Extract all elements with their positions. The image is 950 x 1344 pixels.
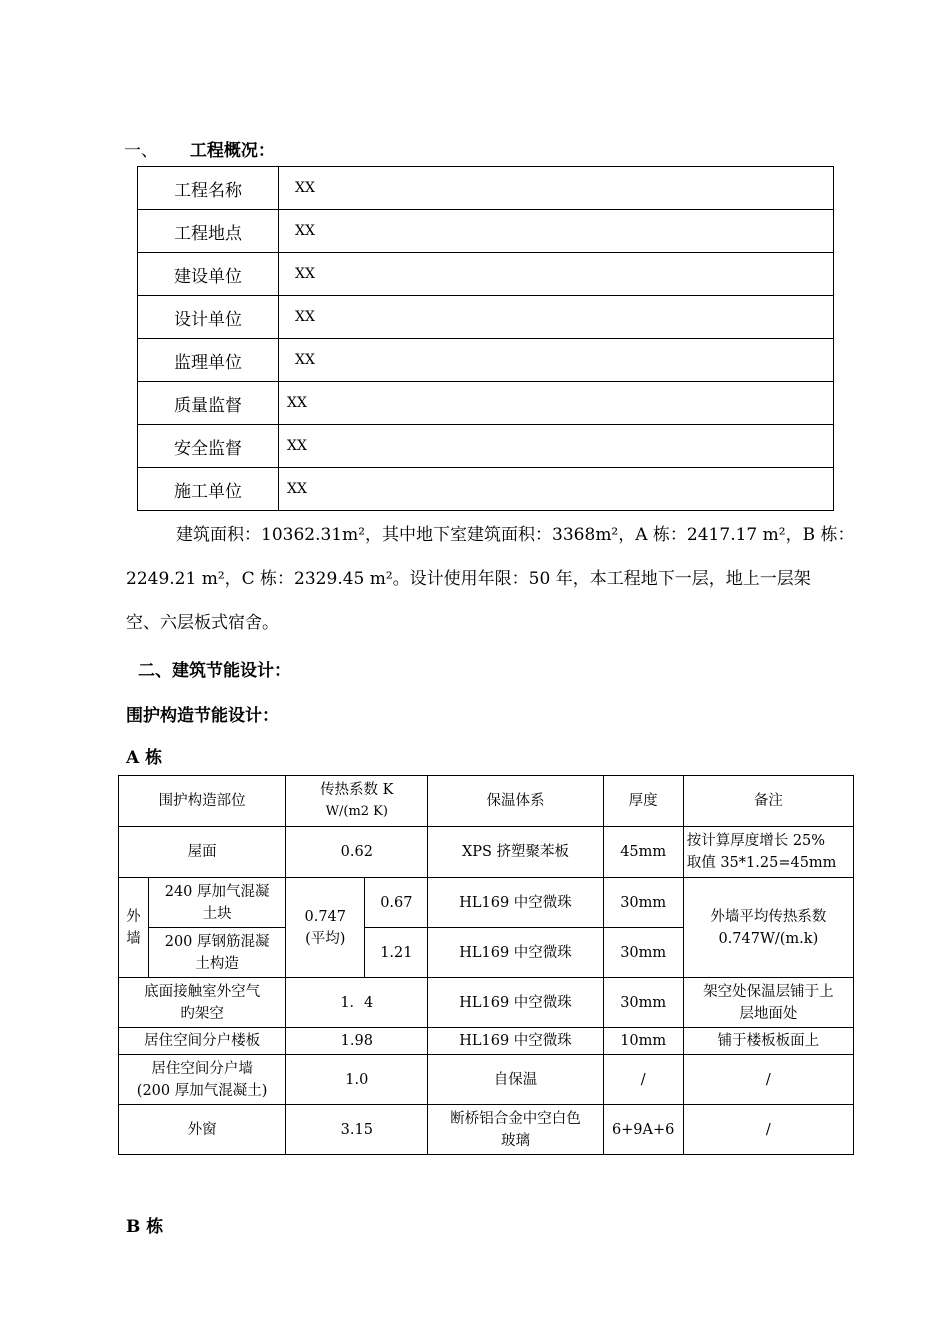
- wall-group-char2: 墙: [126, 930, 141, 947]
- wall-sub2-part: [149, 928, 286, 978]
- wall-note: [683, 878, 853, 978]
- header-k-line2: W/(m2 K): [325, 804, 388, 819]
- overview-label: 设计单位: [138, 296, 279, 339]
- window-system: [428, 1105, 603, 1155]
- slab-system: HL169 中空微珠: [428, 1028, 603, 1055]
- table-row: [138, 253, 834, 296]
- window-note: /: [683, 1105, 853, 1155]
- partition-part-line2: (200 厚加气混凝土): [136, 1082, 268, 1099]
- partition-system: 自保温: [428, 1055, 603, 1105]
- partition-k: 1.0: [286, 1055, 428, 1105]
- overview-value: XX: [279, 382, 834, 425]
- window-thickness: 6+9A+6: [603, 1105, 683, 1155]
- paragraph-line-3: 空、六层板式宿舍。: [126, 613, 279, 633]
- overview-label: 安全监督: [138, 425, 279, 468]
- wall-sub2-k: 1.21: [365, 928, 428, 978]
- roof-part: 屋面: [119, 827, 286, 878]
- section-1-title: 工程概况：: [189, 141, 275, 161]
- wall-average-k-label: (平均): [305, 930, 346, 947]
- floor-air-system: HL169 中空微珠: [428, 978, 603, 1028]
- overview-value: XX: [279, 296, 834, 339]
- roof-system: XPS 挤塑聚苯板: [428, 827, 603, 878]
- window-part: 外窗: [119, 1105, 286, 1155]
- overview-value: XX: [279, 253, 834, 296]
- wall-sub1-part: [149, 878, 286, 928]
- window-k: 3.15: [286, 1105, 428, 1155]
- overview-label: 建设单位: [138, 253, 279, 296]
- slab-thickness: 10mm: [603, 1028, 683, 1055]
- roof-note-line2: 取值 35*1.25=45mm: [686, 855, 837, 871]
- building-a-envelope-table: [118, 775, 854, 1155]
- wall-sub1-part-line1: 240 厚加气混凝: [164, 883, 270, 900]
- header-k-line1: 传热系数 K: [320, 782, 394, 798]
- partition-thickness: /: [603, 1055, 683, 1105]
- header-system: 保温体系: [428, 776, 603, 827]
- paragraph-line-1: 建筑面积：10362.31m²，其中地下室建筑面积：3368m²，A 栋：2417.17 m²，B 栋：: [176, 525, 855, 545]
- overview-label: 工程地点: [138, 210, 279, 253]
- header-part: 围护构造部位: [119, 776, 286, 827]
- wall-average-k-value: 0.747: [304, 908, 346, 925]
- project-overview-table: [137, 166, 834, 511]
- table-row: [138, 167, 834, 210]
- overview-label: 质量监督: [138, 382, 279, 425]
- table-row: [138, 296, 834, 339]
- building-b-label: B 栋: [126, 1217, 164, 1237]
- table-row: [119, 1055, 854, 1105]
- overview-label: 监理单位: [138, 339, 279, 382]
- floor-air-part: [119, 978, 286, 1028]
- wall-sub1-system: HL169 中空微珠: [428, 878, 603, 928]
- table-header-row: [119, 776, 854, 827]
- partition-part-line1: 居住空间分户墙: [151, 1060, 253, 1077]
- partition-part: [119, 1055, 286, 1105]
- table-row: [138, 425, 834, 468]
- floor-air-k: 1．4: [286, 978, 428, 1028]
- section-1-heading: [124, 136, 275, 161]
- wall-sub2-part-line1: 200 厚钢筋混凝: [164, 933, 270, 950]
- overview-label: 工程名称: [138, 167, 279, 210]
- wall-sub2-system: HL169 中空微珠: [428, 928, 603, 978]
- header-note: 备注: [683, 776, 853, 827]
- roof-k: 0.62: [286, 827, 428, 878]
- partition-note: /: [683, 1055, 853, 1105]
- table-row: [138, 210, 834, 253]
- wall-sub2-thickness: 30mm: [603, 928, 683, 978]
- slab-k: 1.98: [286, 1028, 428, 1055]
- section-1-number: 一、: [124, 141, 158, 161]
- wall-sub1-k: 0.67: [365, 878, 428, 928]
- overview-label: 施工单位: [138, 468, 279, 511]
- header-k: [286, 776, 428, 827]
- wall-sub2-part-line2: 土构造: [195, 955, 239, 972]
- floor-air-part-line2: 旳架空: [180, 1005, 224, 1022]
- roof-thickness: 45mm: [603, 827, 683, 878]
- table-row: [119, 827, 854, 878]
- overview-value: XX: [279, 339, 834, 382]
- wall-note-line1: 外墙平均传热系数: [710, 908, 827, 925]
- section-2-title: 二、建筑节能设计：: [138, 661, 291, 681]
- wall-average-k: [286, 878, 365, 978]
- window-system-line2: 玻璃: [501, 1132, 530, 1149]
- header-thickness: 厚度: [603, 776, 683, 827]
- paragraph-line-2: 2249.21 m²，C 栋：2329.45 m²。设计使用年限：50 年，本工程地下一层，地上一层架: [126, 569, 811, 589]
- wall-sub1-thickness: 30mm: [603, 878, 683, 928]
- table-row: [138, 382, 834, 425]
- table-row: [119, 878, 854, 928]
- floor-air-note-line2: 层地面处: [739, 1005, 798, 1022]
- roof-note: [683, 827, 853, 878]
- floor-air-part-line1: 底面接触室外空气: [144, 983, 261, 1000]
- slab-note: 铺于楼板板面上: [683, 1028, 853, 1055]
- floor-air-note: [683, 978, 853, 1028]
- wall-note-line2: 0.747W/(m.k): [718, 930, 819, 947]
- roof-note-line1: 按计算厚度增长 25%: [686, 833, 826, 849]
- building-a-label: A 栋: [126, 748, 163, 768]
- slab-part: 居住空间分户楼板: [119, 1028, 286, 1055]
- overview-value: XX: [279, 468, 834, 511]
- table-row: [138, 339, 834, 382]
- table-row: [119, 1105, 854, 1155]
- wall-group-char1: 外: [126, 908, 141, 925]
- window-system-line1: 断桥铝合金中空白色: [450, 1110, 581, 1127]
- overview-value: XX: [279, 210, 834, 253]
- floor-air-thickness: 30mm: [603, 978, 683, 1028]
- subheading: 围护构造节能设计：: [126, 706, 279, 726]
- overview-value: XX: [279, 167, 834, 210]
- table-row: [138, 468, 834, 511]
- wall-sub1-part-line2: 土块: [202, 905, 232, 922]
- table-row: [119, 978, 854, 1028]
- floor-air-note-line1: 架空处保温层铺于上: [703, 983, 834, 1000]
- overview-value: XX: [279, 425, 834, 468]
- wall-group-label: [119, 878, 149, 978]
- table-row: [119, 1028, 854, 1055]
